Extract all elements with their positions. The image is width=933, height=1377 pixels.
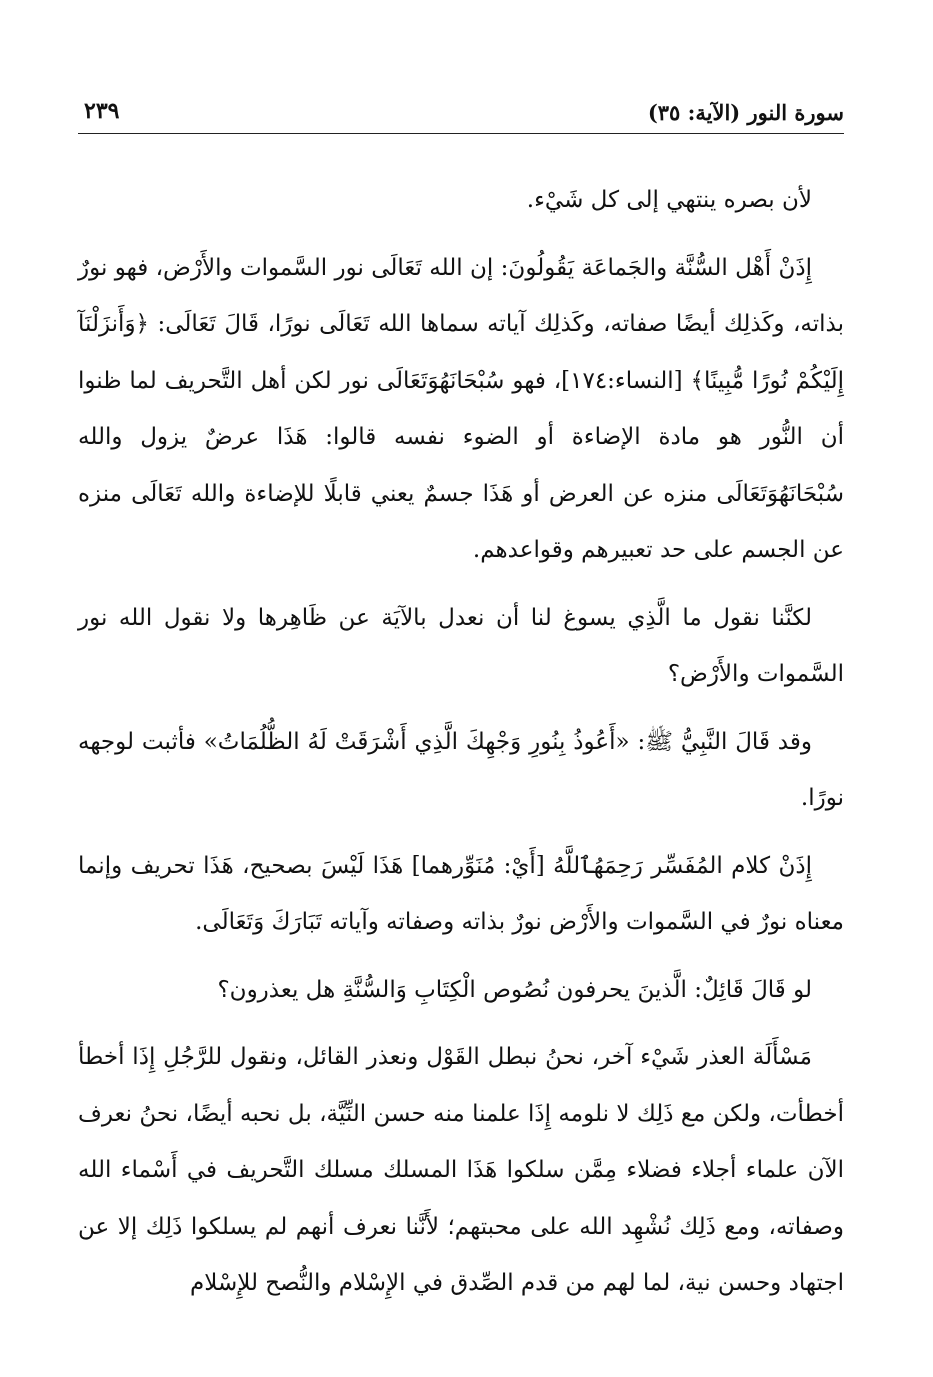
body-text	[78, 172, 844, 1323]
paragraph-3: لكنَّنا نقول ما الَّذِي يسوغ لنا أن نعدل بالآيَة عن ظَاهِرها ولا نقول الله نور السَّموات والأَرْض؟	[78, 604, 844, 687]
page-header	[78, 96, 844, 130]
header-divider	[78, 133, 844, 134]
surah-title: سورة النور (الآية: ٣٥)	[647, 100, 844, 125]
page-number: ٢٣٩	[84, 98, 120, 124]
paragraph-6: لو قَالَ قَائِلٌ: الَّذينَ يحرفون نُصُوص الْكِتَابِ وَالسُّنَّةِ هل يعذرون؟	[217, 976, 812, 1003]
paragraph-1: لأن بصره ينتهي إلى كل شَيْء.	[526, 187, 812, 213]
paragraph-4: وقد قَالَ النَّبِيُّ ﷺ: «أَعُوذُ بِنُورِ وَجْهِكَ الَّذِي أَشْرَقَتْ لَهُ الظُّلُمَاتُ» فأثبت لوجهه نورًا.	[78, 728, 844, 811]
paragraph-2: إِذَنْ أَهْل السُّنَّة والجَماعَة يَقُولُونَ: إن الله تَعَالَى نور السَّموات والأَرْض، فهو نورٌ بذاته، وكَذلِك أيضًا صفاته، وكَذلِك آياته سماها الله تَعَالَى نورًا، قَالَ تَعَالَى: ﴿وَأَنزَلْنَآ إِلَيْكُمْ نُورًا مُّبِينًا﴾ [النساء:١٧٤]، فهو سُبْحَانَهُوَتَعَالَى نور لكن أهل التَّحريف لما ظنوا أن النُّور هو مادة الإضاءة أو الضوء نفسه قالوا: هَذَا عرضٌ يزول والله سُبْحَانَهُوَتَعَالَى منزه عن العرض أو هَذَا جسمٌ يعني قابلًا للإضاءة والله تَعَالَى منزه عن الجسم على حد تعبيرهم وقواعدهم.	[78, 254, 844, 563]
paragraph-7: مَسْأَلَة العذر شَيْء آخر، نحنُ نبطل القَوْل ونعذر القائل، ونقول للرَّجُلِ إِذَا أخطأ أخطأت، ولكن مع ذَلِك لا نلومه إِذَا علمنا منه حسن النِّيَّة، بل نحبه أيضًا، نحنُ نعرف الآن علماء أجلاء فضلاء مِمَّن سلكوا هَذَا المسلك مسلك التَّحريف في أَسْماء الله وصفاته، ومع ذَلِك نُشْهِد الله على محبتهم؛ لأَنَّنا نعرف أنهم لم يسلكوا ذَلِك إلا عن اجتهاد وحسن نية، لما لهم من قدم الصِّدق في الإِسْلام والنُّصح للإِسْلام	[78, 1044, 844, 1296]
paragraph-5: إِذَنْ كلام المُفَسِّر رَحِمَهُٱللَّهُ [أَيْ: مُنَوِّرهما] هَذَا لَيْسَ بصحيح، هَذَا تحريف وإنما معناه نورٌ في السَّموات والأَرْض نورٌ بذاته وصفاته وآياته تَبَارَكَ وَتَعَالَى.	[78, 852, 844, 935]
